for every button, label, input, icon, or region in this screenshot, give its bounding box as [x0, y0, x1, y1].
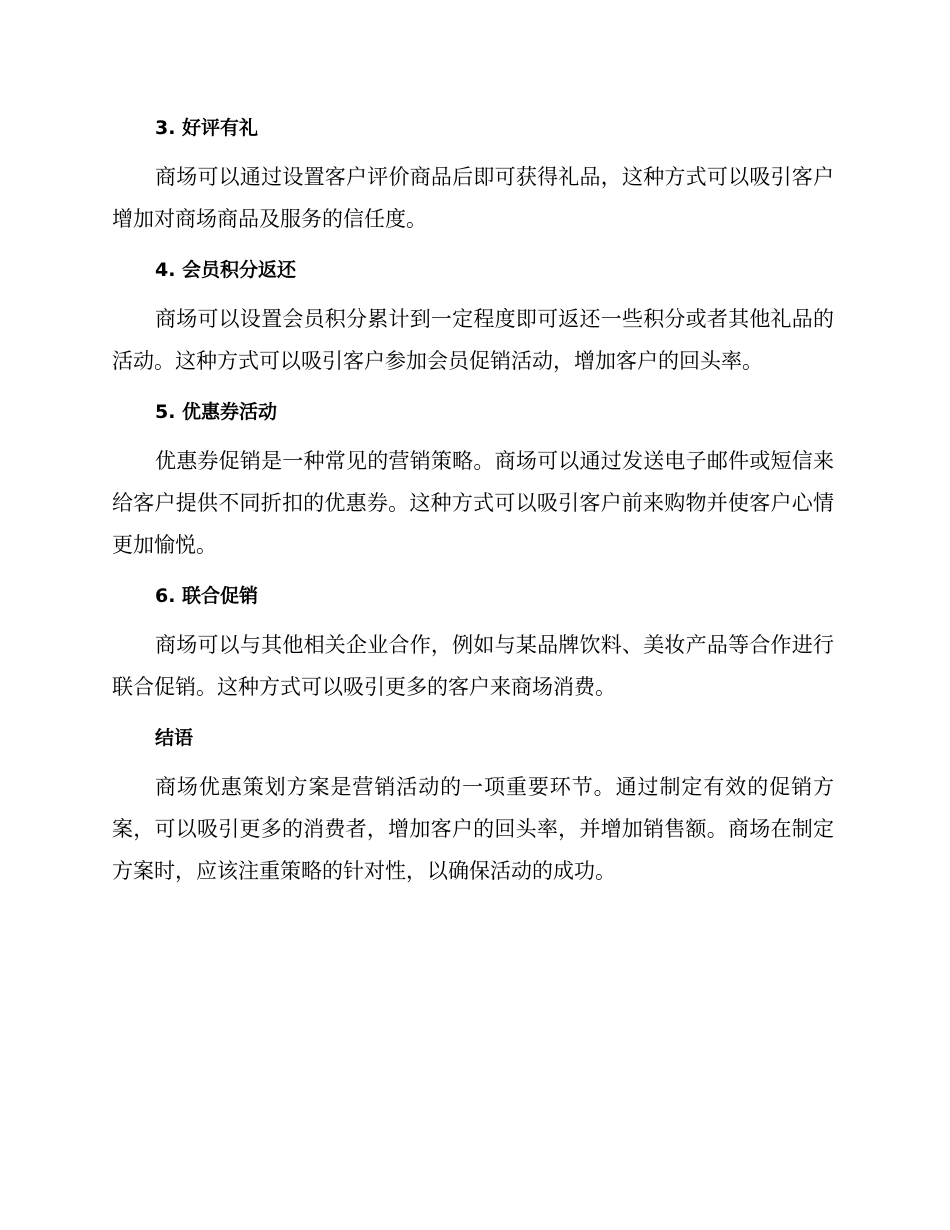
section-heading: 4. 会员积分返还	[155, 259, 297, 281]
section-heading: 结语	[155, 727, 194, 749]
section-heading: 5. 优惠券活动	[155, 401, 278, 423]
section-paragraph: 优惠券促销是一种常见的营销策略。商场可以通过发送电子邮件或短信来给客户提供不同折扣的优惠券。这种方式可以吸引客户前来购物并使客户心情更加愉悦。	[112, 449, 834, 557]
section-paragraph: 商场优惠策划方案是营销活动的一项重要环节。通过制定有效的促销方案，可以吸引更多的消费者，增加客户的回头率，并增加销售额。商场在制定方案时，应该注重策略的针对性，以确保活动的成功。	[112, 775, 834, 883]
section-paragraph: 商场可以与其他相关企业合作，例如与某品牌饮料、美妆产品等合作进行联合促销。这种方式可以吸引更多的客户来商场消费。	[112, 633, 834, 699]
section-paragraph: 商场可以设置会员积分累计到一定程度即可返还一些积分或者其他礼品的活动。这种方式可以吸引客户参加会员促销活动，增加客户的回头率。	[112, 307, 834, 373]
section-coupon-activity	[112, 394, 834, 578]
section-heading: 6. 联合促销	[155, 585, 259, 607]
section-heading: 3. 好评有礼	[155, 117, 259, 139]
section-member-points-return	[112, 252, 834, 394]
section-paragraph: 商场可以通过设置客户评价商品后即可获得礼品，这种方式可以吸引客户增加对商场商品及服务的信任度。	[112, 165, 834, 231]
section-joint-promotion	[112, 578, 834, 720]
section-conclusion	[112, 720, 834, 892]
document-body	[112, 110, 834, 892]
section-good-review-gift	[112, 110, 834, 252]
